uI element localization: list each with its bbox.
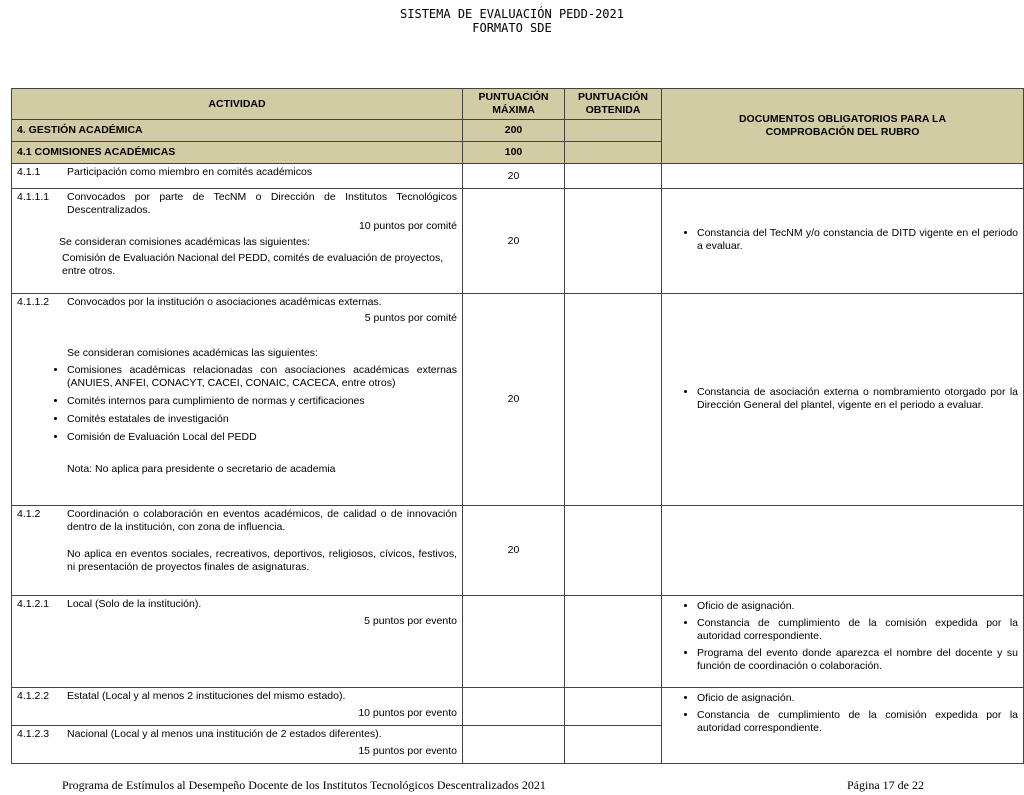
- activity-cell: [12, 596, 463, 688]
- item-number: 4.1.2: [17, 508, 41, 520]
- note-text: No aplica en eventos sociales, recreativos, deportivos, religiosos, cívicos, festivos, ni presentación de proyectos finales de asignaturas.: [67, 548, 457, 573]
- item-number: 4.1.2.3: [17, 728, 50, 740]
- document-item: • Constancia de asociación externa o nombramiento otorgado por la Dirección General del plantel, vigente en el periodo a evaluar.: [697, 386, 1018, 412]
- activity-cell: [12, 688, 463, 726]
- table-header-row: [12, 89, 1024, 120]
- table-row: [12, 506, 1024, 596]
- item-text: Convocados por parte de TecNM o Dirección de Institutos Tecnológicos Descentralizados.: [67, 191, 457, 216]
- document-item: • Oficio de asignación.: [697, 692, 1018, 705]
- document-item: • Constancia de cumplimiento de la comisión expedida por la autoridad correspondiente.: [697, 617, 1018, 643]
- table-row: [12, 294, 1024, 506]
- item-text: Local (Solo de la institución).: [67, 598, 202, 610]
- subsection-title: 4.1 COMISIONES ACADÉMICAS: [12, 142, 463, 164]
- col-header-puntuacion-maxima: PUNTUACIÓN MÁXIMA: [463, 89, 565, 120]
- item-number: 4.1.2.2: [17, 690, 50, 702]
- obtained-points-cell: [565, 164, 662, 189]
- note-text: Se consideran comisiones académicas las siguientes:: [59, 236, 310, 248]
- points-rule: 10 puntos por comité: [358, 220, 457, 232]
- max-points-cell: [463, 596, 565, 688]
- note-text: Nota: No aplica para presidente o secretario de academia: [67, 463, 336, 475]
- col-header-documentos: DOCUMENTOS OBLIGATORIOS PARA LA COMPROBACIÓN DEL RUBRO: [662, 89, 1024, 164]
- documents-cell: [662, 164, 1024, 189]
- obtained-points-cell: [565, 726, 662, 764]
- item-number: 4.1.1.2: [17, 296, 50, 308]
- activity-cell: [12, 294, 463, 506]
- max-points-cell: 20: [463, 189, 565, 294]
- table-row: [12, 164, 1024, 189]
- obtained-points-cell: [565, 506, 662, 596]
- activity-cell: [12, 506, 463, 596]
- table-row: [12, 596, 1024, 688]
- points-rule: 5 puntos por comité: [364, 312, 457, 324]
- section-max-points: 200: [463, 120, 565, 142]
- list-item: • Comités estatales de investigación: [67, 413, 457, 426]
- obtained-points-cell: [565, 294, 662, 506]
- table-row: [12, 688, 1024, 726]
- document-header-title: SISTEMA DE EVALUACIÓN PEDD-2021: [400, 7, 624, 21]
- documents-cell: [662, 189, 1024, 294]
- activity-cell: [12, 164, 463, 189]
- subsection-obtained-points: [565, 142, 662, 164]
- document-item: • Constancia del TecNM y/o constancia de DITD vigente en el periodo a evaluar.: [697, 227, 1018, 253]
- table-row: [12, 189, 1024, 294]
- section-title: 4. GESTIÓN ACADÉMICA: [12, 120, 463, 142]
- max-points-cell: [463, 688, 565, 726]
- documents-cell: [662, 596, 1024, 688]
- activity-cell: [12, 726, 463, 764]
- item-text: Participación como miembro en comités académicos: [67, 166, 313, 178]
- documents-cell: [662, 506, 1024, 596]
- document-item: • Constancia de cumplimiento de la comisión expedida por la autoridad correspondiente.: [697, 709, 1018, 735]
- document-header-subtitle: FORMATO SDE: [472, 21, 552, 35]
- points-rule: 10 puntos por evento: [358, 707, 457, 719]
- item-text: Estatal (Local y al menos 2 instituciones del mismo estado).: [67, 690, 346, 702]
- subsection-max-points: 100: [463, 142, 565, 164]
- list-item: • Comités internos para cumplimiento de normas y certificaciones: [67, 395, 457, 408]
- footer-page-number: Página 17 de 22: [847, 778, 924, 792]
- document-item: • Programa del evento donde aparezca el nombre del docente y su función de coordinación o colaboración.: [697, 647, 1018, 673]
- points-rule: 15 puntos por evento: [358, 745, 457, 757]
- max-points-cell: 20: [463, 294, 565, 506]
- item-number: 4.1.1.1: [17, 191, 50, 203]
- note-text: Comisión de Evaluación Nacional del PEDD, comités de evaluación de proyectos, entre otros.: [62, 252, 444, 277]
- document-item: • Oficio de asignación.: [697, 600, 1018, 613]
- activity-cell: [12, 189, 463, 294]
- documents-cell: [662, 688, 1024, 764]
- obtained-points-cell: [565, 189, 662, 294]
- col-header-actividad: ACTIVIDAD: [12, 89, 463, 120]
- list-item: • Comisión de Evaluación Local del PEDD: [67, 431, 457, 444]
- footer-program-name: Programa de Estímulos al Desempeño Docente de los Institutos Tecnológicos Descentralizados 2021: [62, 778, 546, 792]
- max-points-cell: 20: [463, 506, 565, 596]
- note-text: Se consideran comisiones académicas las siguientes:: [67, 347, 318, 359]
- obtained-points-cell: [565, 688, 662, 726]
- col-header-puntuacion-obtenida: PUNTUACIÓN OBTENIDA: [565, 89, 662, 120]
- evaluation-table: [11, 88, 1024, 764]
- documents-cell: [662, 294, 1024, 506]
- max-points-cell: 20: [463, 164, 565, 189]
- list-item: • Comisiones académicas relacionadas con asociaciones académicas externas (ANUIES, ANFEI, CONACYT, CACEI, CONAIC, CACECA, entre otros): [67, 364, 457, 390]
- obtained-points-cell: [565, 596, 662, 688]
- item-number: 4.1.2.1: [17, 598, 50, 610]
- item-text: Coordinación o colaboración en eventos académicos, de calidad o de innovación dentro de la institución, con zona de influencia.: [67, 508, 457, 533]
- item-number: 4.1.1: [17, 166, 41, 178]
- item-text: Nacional (Local y al menos una institución de 2 estados diferentes).: [67, 728, 382, 740]
- section-obtained-points: [565, 120, 662, 142]
- max-points-cell: [463, 726, 565, 764]
- item-text: Convocados por la institución o asociaciones académicas externas.: [67, 296, 382, 308]
- points-rule: 5 puntos por evento: [364, 615, 457, 627]
